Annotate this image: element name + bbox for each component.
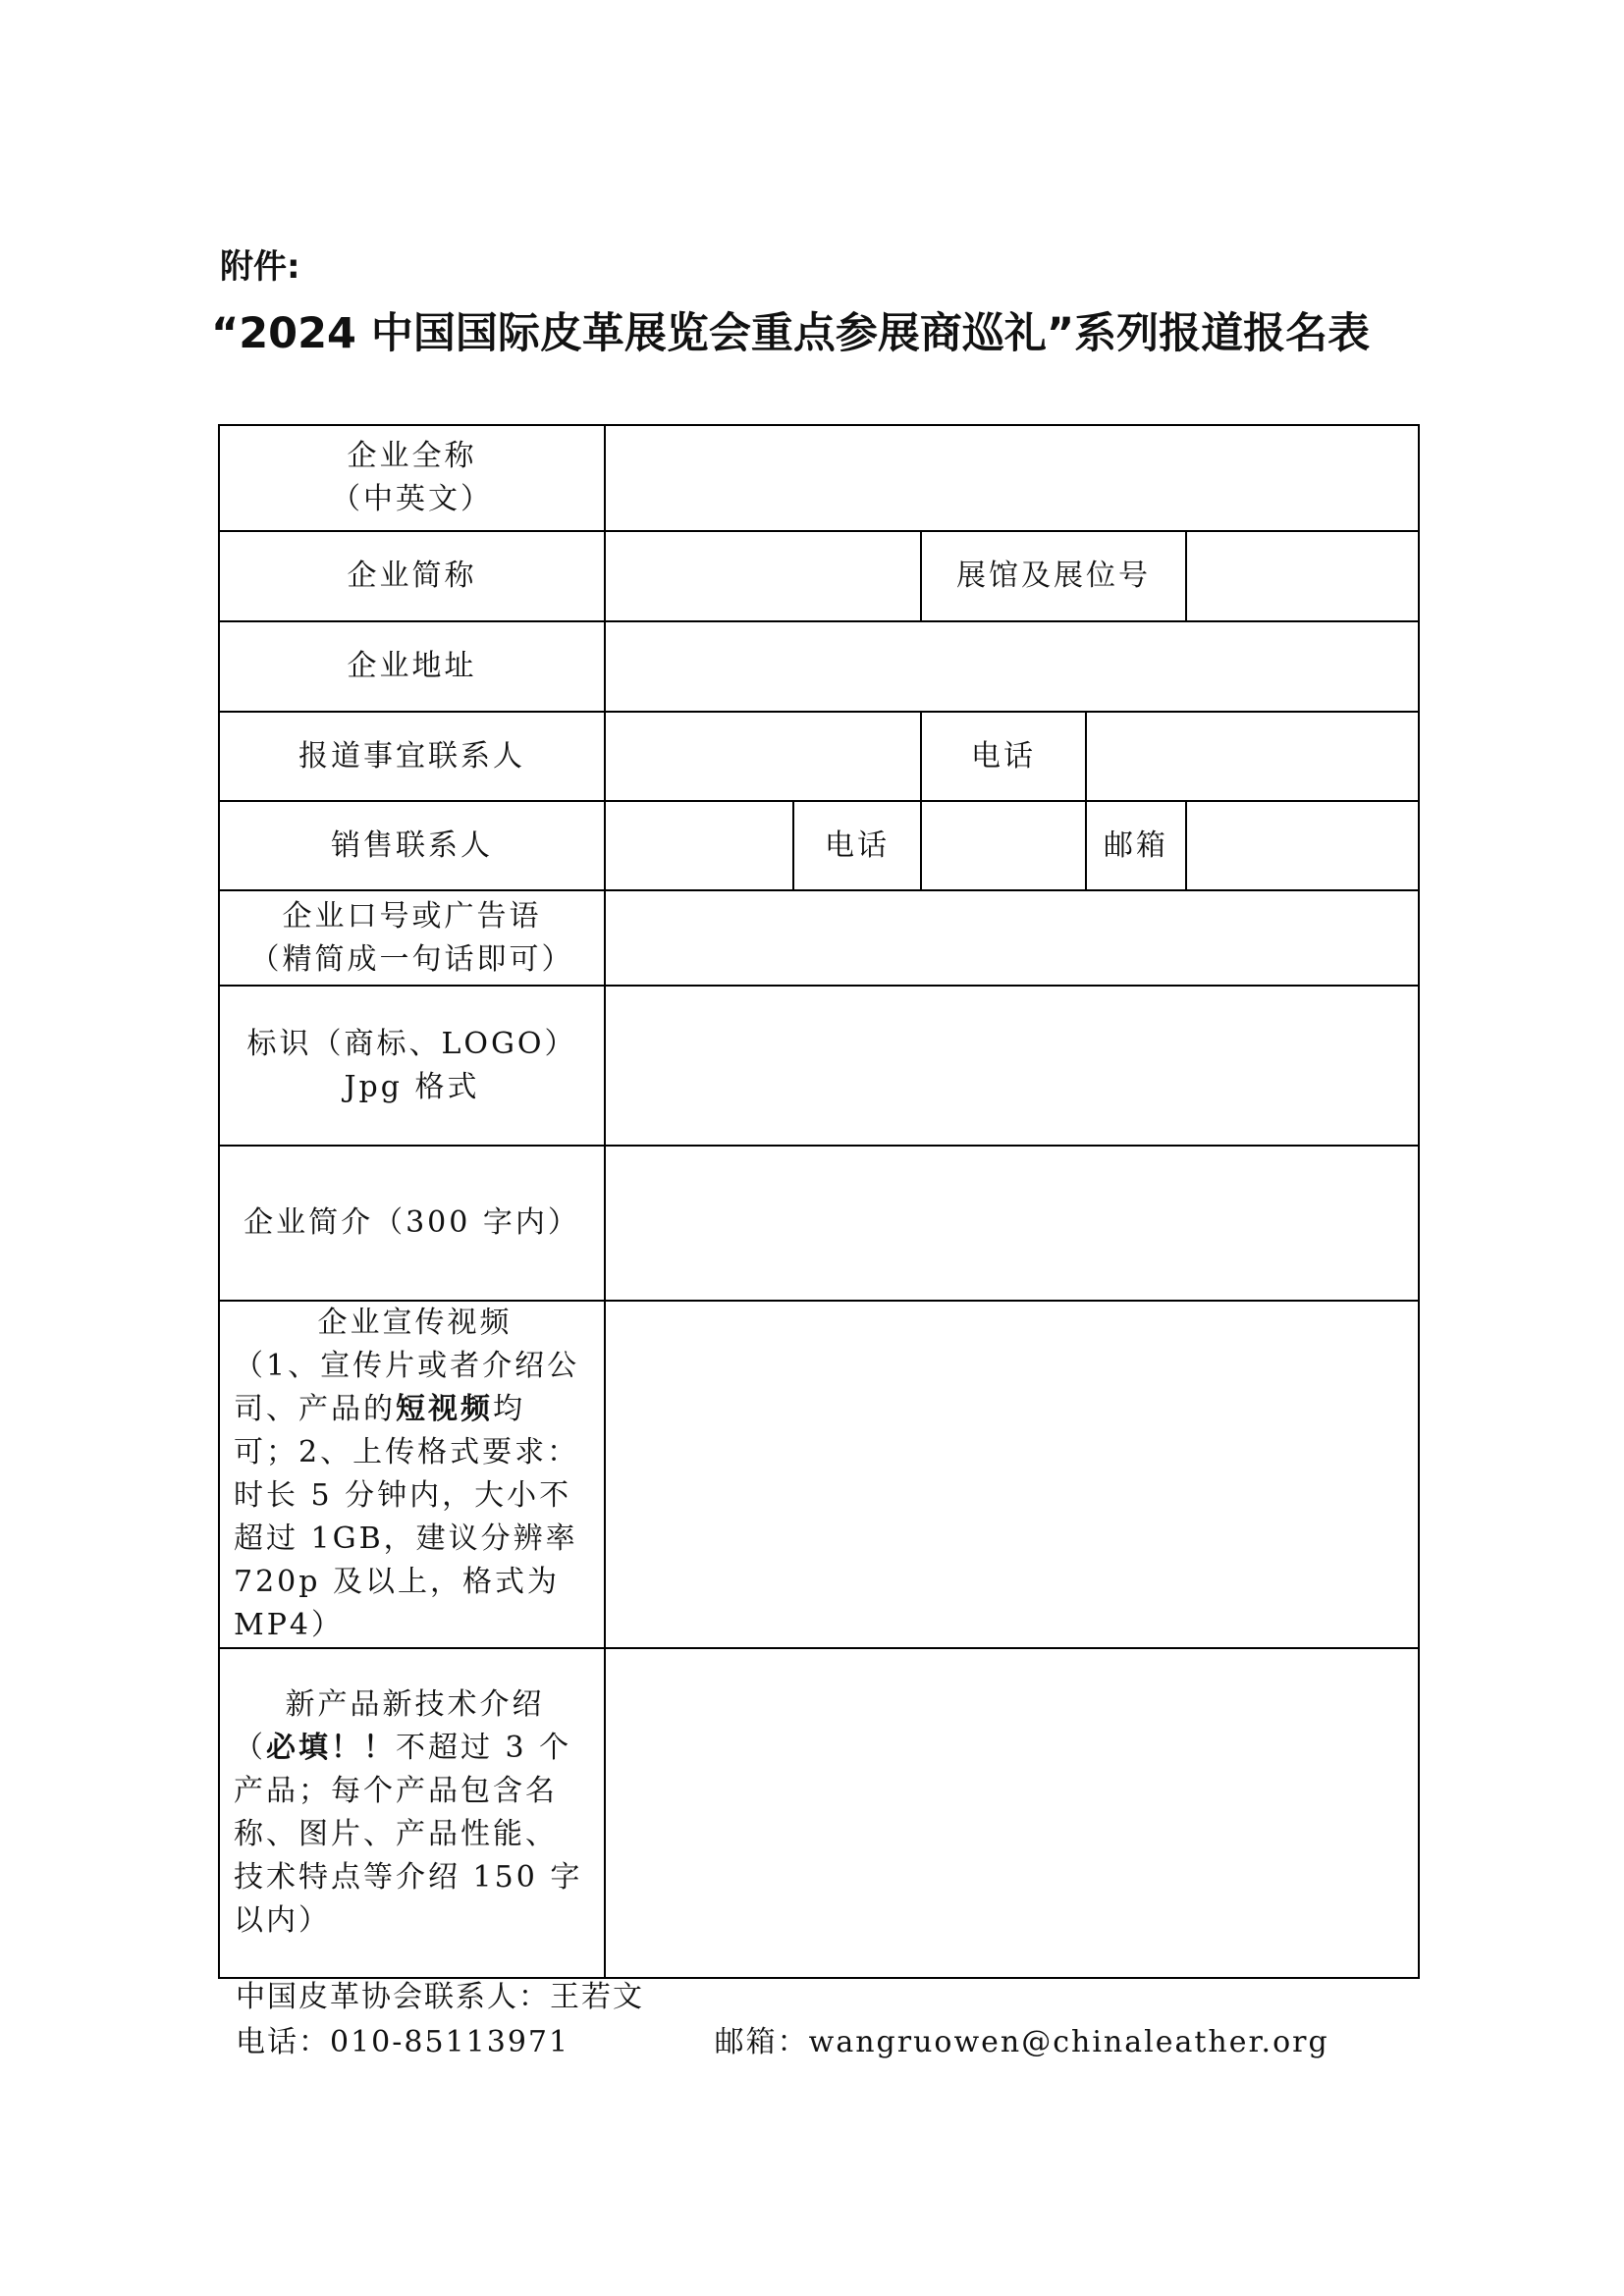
row-new-product [219, 1648, 1419, 1978]
row-company-address [219, 621, 1419, 712]
row-report-contact [219, 712, 1419, 801]
label-intro: 企业简介（300 字内） [219, 1146, 605, 1301]
field-intro[interactable] [605, 1146, 1419, 1301]
label-sales-phone: 电话 [793, 801, 921, 890]
footer-contact-info [236, 1975, 1329, 2065]
field-sales-phone[interactable] [921, 801, 1086, 890]
emphasis-short-video: 短视频 [396, 1392, 493, 1426]
field-report-contact[interactable] [605, 712, 921, 801]
row-company-full-name [219, 425, 1419, 531]
label-slogan: 企业口号或广告语 （精简成一句话即可） [219, 890, 605, 986]
label-logo: 标识（商标、LOGO） Jpg 格式 [219, 986, 605, 1146]
field-sales-email[interactable] [1186, 801, 1419, 890]
label-company-short-name: 企业简称 [219, 531, 605, 621]
field-logo[interactable] [605, 986, 1419, 1146]
field-hall-booth[interactable] [1186, 531, 1419, 621]
row-intro [219, 1146, 1419, 1301]
field-slogan[interactable] [605, 890, 1419, 986]
footer-contact-person: 中国皮革协会联系人：王若文 [236, 1980, 644, 2014]
attachment-label: 附件: [220, 247, 300, 287]
document-title: “2024 中国国际皮革展览会重点参展商巡礼”系列报道报名表 [211, 309, 1371, 358]
field-company-short-name[interactable] [605, 531, 921, 621]
field-report-phone[interactable] [1086, 712, 1419, 801]
row-video [219, 1301, 1419, 1648]
row-sales-contact [219, 801, 1419, 890]
label-report-phone: 电话 [921, 712, 1086, 801]
emphasis-required: 必填！！ [266, 1731, 396, 1765]
label-sales-email: 邮箱 [1086, 801, 1186, 890]
footer-phone: 电话：010-85113971 [236, 2025, 570, 2059]
label-video: 企业宣传视频 （1、宣传片或者介绍公 司、产品的短视频均 可；2、上传格式要求： 时长 5 分钟内，大小不 超过 1GB，建议分辨率 720p 及以上，格式为 MP4） [219, 1301, 605, 1648]
label-report-contact: 报道事宜联系人 [219, 712, 605, 801]
field-sales-contact[interactable] [605, 801, 793, 890]
footer-email: 邮箱：wangruowen@chinaleather.org [714, 2025, 1329, 2059]
registration-form-table [218, 424, 1420, 1979]
label-company-full-name: 企业全称 （中英文） [219, 425, 605, 531]
label-new-product: 新产品新技术介绍 （必填！！不超过 3 个 产品；每个产品包含名 称、图片、产品性能、 技术特点等介绍 150 字 以内） [219, 1648, 605, 1978]
label-sales-contact: 销售联系人 [219, 801, 605, 890]
field-company-address[interactable] [605, 621, 1419, 712]
row-logo [219, 986, 1419, 1146]
field-company-full-name[interactable] [605, 425, 1419, 531]
label-hall-booth: 展馆及展位号 [921, 531, 1186, 621]
row-company-short-name [219, 531, 1419, 621]
label-company-address: 企业地址 [219, 621, 605, 712]
field-new-product[interactable] [605, 1648, 1419, 1978]
field-video[interactable] [605, 1301, 1419, 1648]
row-slogan [219, 890, 1419, 986]
